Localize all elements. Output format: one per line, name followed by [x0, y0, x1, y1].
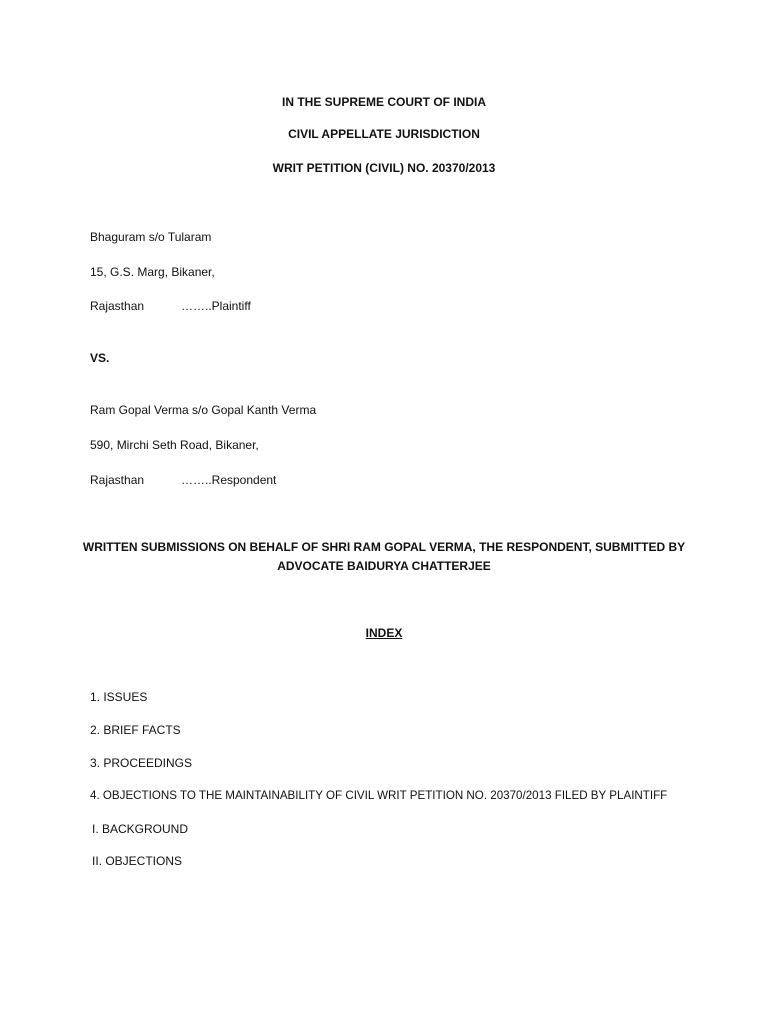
plaintiff-state: Rajasthan	[90, 299, 145, 313]
respondent-role: ……..Respondent	[181, 473, 277, 487]
submission-line-1: WRITTEN SUBMISSIONS ON BEHALF OF SHRI RAM GOPAL VERMA, THE RESPONDENT, SUBMITTED BY	[82, 540, 686, 554]
index-title	[0, 625, 768, 641]
index-item: 4. OBJECTIONS TO THE MAINTAINABILITY OF CIVIL WRIT PETITION NO. 20370/2013 FILED BY PLAINTIFF	[90, 789, 668, 802]
petition-number-heading: WRIT PETITION (CIVIL) NO. 20370/2013	[272, 161, 496, 175]
plaintiff-address: 15, G.S. Marg, Bikaner,	[90, 265, 215, 279]
respondent-state-line	[90, 472, 390, 488]
index-title-text: INDEX	[365, 626, 403, 640]
index-item: 1. ISSUES	[90, 690, 148, 704]
index-item: 2. BRIEF FACTS	[90, 723, 181, 737]
index-subitem: I. BACKGROUND	[92, 822, 189, 836]
plaintiff-role: ……..Plaintiff	[181, 299, 251, 313]
plaintiff-state-line	[90, 298, 390, 314]
versus-label: VS.	[90, 351, 110, 365]
plaintiff-name: Bhaguram s/o Tularam	[90, 230, 212, 244]
jurisdiction-heading: CIVIL APPELLATE JURISDICTION	[288, 127, 480, 141]
respondent-state: Rajasthan	[90, 473, 145, 487]
index-item: 3. PROCEEDINGS	[90, 756, 193, 770]
court-heading: IN THE SUPREME COURT OF INDIA	[281, 95, 486, 109]
index-subitem: II. OBJECTIONS	[92, 854, 183, 868]
respondent-name: Ram Gopal Verma s/o Gopal Kanth Verma	[90, 403, 317, 417]
submission-line-2: ADVOCATE BAIDURYA CHATTERJEE	[277, 559, 491, 573]
respondent-address: 590, Mirchi Seth Road, Bikaner,	[90, 438, 259, 452]
